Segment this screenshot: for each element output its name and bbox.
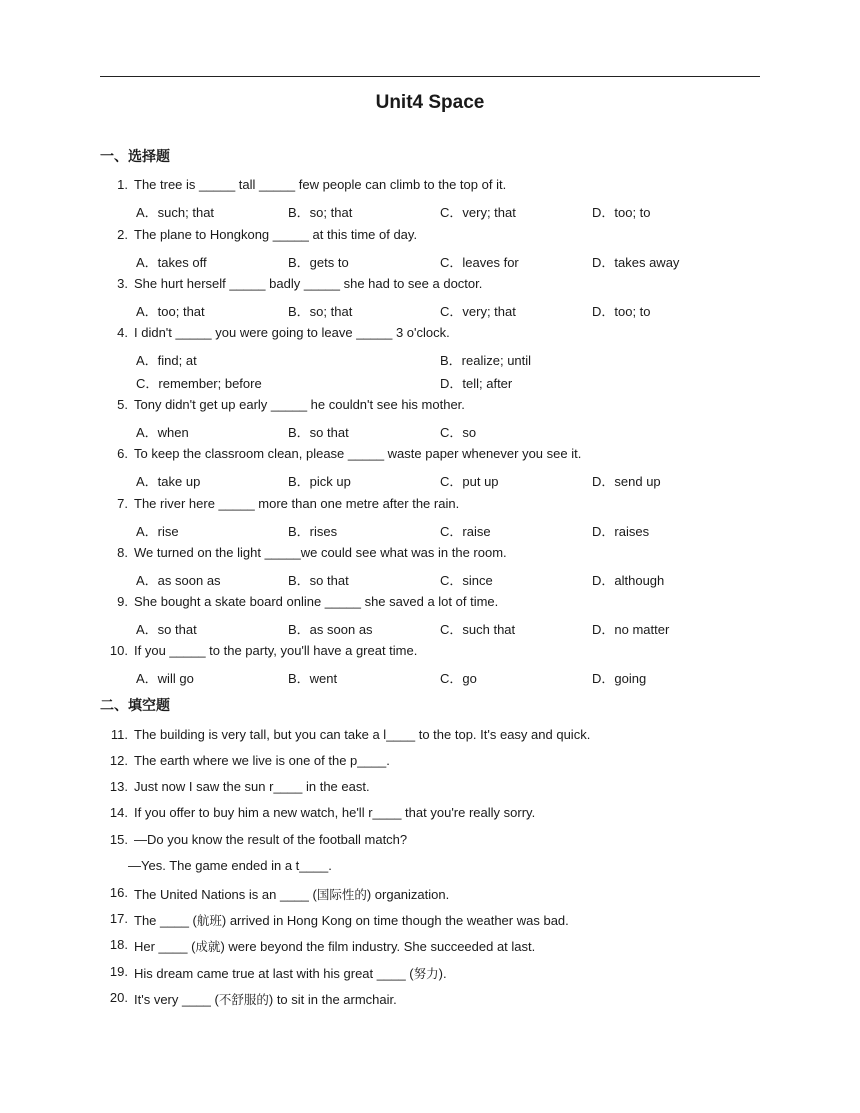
question-number: 16.	[109, 885, 128, 900]
answer-option[interactable]: D．although	[592, 573, 665, 588]
question-text: If you _____ to the party, you'll have a great time.	[134, 643, 418, 658]
answer-option[interactable]: C．so	[440, 425, 477, 440]
question-text-part: The United Nations is an ____ (	[134, 887, 317, 902]
question-number: 18.	[109, 937, 128, 952]
answer-option[interactable]: D．too; to	[592, 205, 651, 220]
question-number: 19.	[109, 964, 128, 979]
question-number: 7.	[117, 496, 128, 511]
question-text-part: ) to sit in the armchair.	[268, 992, 397, 1007]
section-heading-fill: 二、填空题	[100, 698, 170, 714]
answer-option[interactable]: A．when	[136, 425, 189, 440]
question-text	[134, 911, 569, 929]
answer-option[interactable]: C．raise	[440, 524, 491, 539]
answer-option[interactable]: D．no matter	[592, 622, 670, 637]
question-text: She hurt herself _____ badly _____ she had to see a doctor.	[134, 276, 483, 291]
answer-option[interactable]: D．send up	[592, 474, 661, 489]
answer-option[interactable]: C．very; that	[440, 205, 516, 220]
answer-option[interactable]: B．so; that	[288, 304, 353, 319]
question-text: Tony didn't get up early _____ he couldn't see his mother.	[134, 397, 465, 412]
question-text: If you offer to buy him a new watch, he'll r____ that you're really sorry.	[134, 805, 536, 820]
question-text-part: His dream came true at last with his great ____ (	[134, 966, 414, 981]
question-text-part: It's very ____ (	[134, 992, 219, 1007]
answer-option[interactable]: B．gets to	[288, 255, 349, 270]
page-title: Unit4 Space	[375, 92, 485, 113]
answer-option[interactable]: A．find; at	[136, 353, 197, 368]
answer-option[interactable]: B．rises	[288, 524, 338, 539]
question-text-part: The ____ (	[134, 913, 197, 928]
top-rule	[100, 76, 760, 77]
answer-option[interactable]: A．take up	[136, 474, 201, 489]
answer-option[interactable]: B．so that	[288, 573, 349, 588]
question-number: 9.	[117, 594, 128, 609]
question-text: The building is very tall, but you can take a l____ to the top. It's easy and quick.	[134, 727, 591, 742]
answer-option[interactable]: C．go	[440, 671, 477, 686]
question-text	[134, 990, 397, 1008]
answer-option[interactable]: C．remember; before	[136, 376, 262, 391]
answer-option[interactable]: B．so that	[288, 425, 349, 440]
question-text-part: ) arrived in Hong Kong on time though the weather was bad.	[221, 913, 569, 928]
answer-option[interactable]: A．too; that	[136, 304, 205, 319]
answer-option[interactable]: C．since	[440, 573, 493, 588]
answer-option[interactable]: A．takes off	[136, 255, 207, 270]
answer-option[interactable]: B．pick up	[288, 474, 351, 489]
question-text: Just now I saw the sun r____ in the east.	[134, 779, 370, 794]
answer-option[interactable]: A．will go	[136, 671, 194, 686]
question-number: 1.	[117, 177, 128, 192]
answer-option[interactable]: D．takes away	[592, 255, 680, 270]
question-number: 11.	[110, 727, 128, 742]
question-text-part: ).	[438, 966, 447, 981]
question-text-part: Her ____ (	[134, 939, 196, 954]
answer-option[interactable]: A．as soon as	[136, 573, 221, 588]
question-text: We turned on the light _____we could see what was in the room.	[134, 545, 507, 560]
answer-option[interactable]: D．raises	[592, 524, 650, 539]
question-text	[134, 964, 447, 982]
answer-option[interactable]: D．going	[592, 671, 647, 686]
question-number: 2.	[117, 227, 128, 242]
question-number: 10.	[109, 643, 128, 658]
answer-option[interactable]: A．so that	[136, 622, 197, 637]
answer-option[interactable]: A．such; that	[136, 205, 215, 220]
answer-option[interactable]: C．very; that	[440, 304, 516, 319]
question-number: 8.	[117, 545, 128, 560]
question-text-part: ) were beyond the film industry. She succeeded at last.	[220, 939, 536, 954]
question-text: —Do you know the result of the football match?	[134, 832, 408, 847]
question-number: 12.	[109, 753, 128, 768]
question-text: The plane to Hongkong _____ at this time of day.	[134, 227, 418, 242]
chinese-hint: 航班	[196, 913, 222, 928]
chinese-hint: 努力	[413, 966, 439, 981]
answer-option[interactable]: D．tell; after	[440, 376, 513, 391]
question-text-part: ) organization.	[366, 887, 450, 902]
question-text: The tree is _____ tall _____ few people can climb to the top of it.	[134, 177, 507, 192]
question-number: 5.	[117, 397, 128, 412]
question-text: She bought a skate board online _____ she saved a lot of time.	[134, 594, 499, 609]
chinese-hint: 成就	[195, 939, 221, 954]
question-text	[134, 885, 449, 903]
question-text	[134, 937, 535, 955]
question-number: 3.	[117, 276, 128, 291]
question-text: —Yes. The game ended in a t____.	[128, 858, 332, 873]
question-number: 13.	[109, 779, 128, 794]
chinese-hint: 国际性的	[316, 887, 367, 902]
question-text: I didn't _____ you were going to leave _____ 3 o'clock.	[134, 325, 450, 340]
answer-option[interactable]: C．put up	[440, 474, 499, 489]
question-number: 15.	[109, 832, 128, 847]
question-number: 14.	[109, 805, 128, 820]
question-text: To keep the classroom clean, please _____ waste paper whenever you see it.	[134, 446, 582, 461]
question-text: The earth where we live is one of the p____.	[134, 753, 390, 768]
answer-option[interactable]: C．such that	[440, 622, 516, 637]
answer-option[interactable]: B．so; that	[288, 205, 353, 220]
question-number: 4.	[117, 325, 128, 340]
answer-option[interactable]: B．realize; until	[440, 353, 532, 368]
section-heading-choice: 一、选择题	[100, 149, 170, 165]
question-number: 6.	[117, 446, 128, 461]
answer-option[interactable]: C．leaves for	[440, 255, 519, 270]
answer-option[interactable]: D．too; to	[592, 304, 651, 319]
answer-option[interactable]: B．as soon as	[288, 622, 373, 637]
question-number: 20.	[109, 990, 128, 1005]
question-number: 17.	[109, 911, 128, 926]
answer-option[interactable]: B．went	[288, 671, 338, 686]
question-text: The river here _____ more than one metre after the rain.	[134, 496, 460, 511]
answer-option[interactable]: A．rise	[136, 524, 179, 539]
chinese-hint: 不舒服的	[218, 992, 269, 1007]
